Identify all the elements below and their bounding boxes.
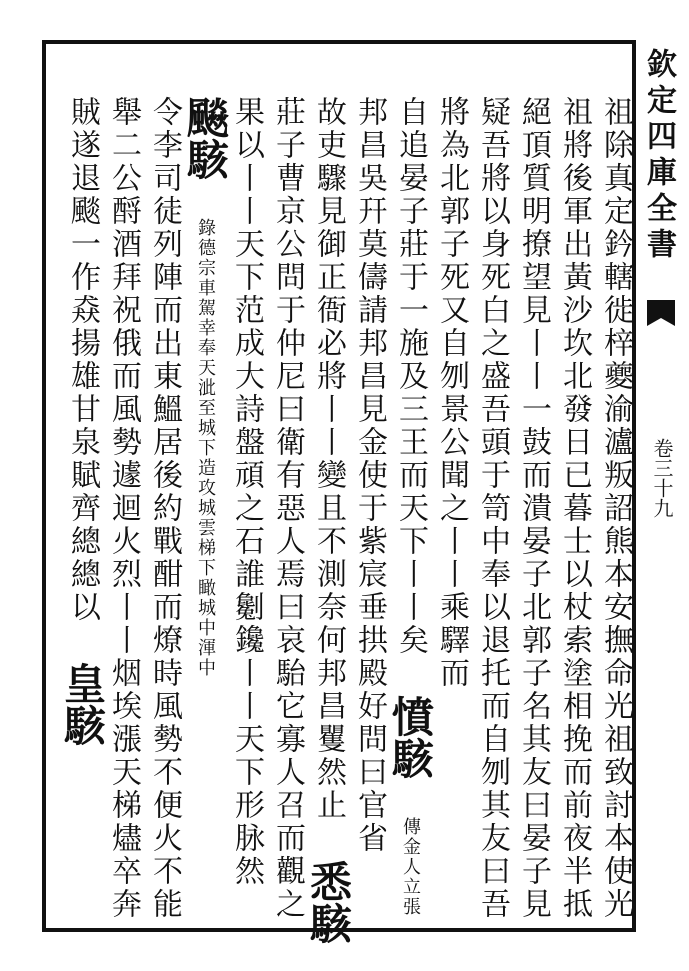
fishtail-mark-icon [647,300,675,318]
column-8-main: 故吏驟見御正衙必將丨丨變且不測奈何邦昌矍然止 [311,96,346,822]
page-margin [640,48,680,928]
headword-huanghai: 皇駭 [58,662,107,746]
column-6-note: 傳金人立張 [400,817,421,917]
text-column-8 [305,96,351,966]
text-column-6 [387,96,433,966]
text-column-5: 將為北郭子死又自刎景公聞之丨丨乘驛而 [434,96,469,690]
text-column-4: 疑吾將以身死白之盛吾頭于笥中奉以退托而自刎其友曰吾 [475,96,510,921]
text-column-14 [59,96,105,966]
text-frame [42,40,636,944]
column-6-main: 自追晏子莊于一施及三王而天下丨丨矣 [393,96,428,657]
text-column-10: 果以丨丨天下范成大詩盤頑之石誰劖鑱丨丨天下形脉然 [229,96,264,888]
text-column-2: 祖將後軍出黃沙坎北發日已暮士以杖索塗相挽而前夜半抵 [557,96,592,921]
column-11-note: 錄德宗車駕幸奉天泚至城下造攻城雲梯下瞰城中渾中 [195,218,216,678]
text-column-3: 絕頂質明撩望見丨丨一鼓而潰晏子北郭子名其友曰晏子見 [516,96,551,921]
column-14-main: 賊遂退颷一作猋揚雄甘泉賦齊總總以 [65,96,100,624]
text-column-13: 舉二公酹酒拜祝俄而風勢遽迴火烈丨丨烟埃漲天梯燼卒奔 [106,96,141,921]
headword-fenhai: 憤駭 [386,695,435,779]
headword-biaohai: 飈駭 [181,96,230,180]
text-column-7: 邦昌吳幵莫儔請邦昌見金使于紫宸垂拱殿好問曰官省 [352,96,387,855]
headword-ehai: 悉駭 [304,860,353,944]
volume-label: 卷三十九 [650,438,674,518]
book-title: 欽定四庫全書 [641,48,676,264]
text-column-9: 莊子曹京公問于仲尼曰衛有惡人焉曰哀駘它寡人召而觀之 [270,96,305,921]
text-column-12: 令李司徒列陣而出東鰮居後約戰酣而燎時風勢不便火不能 [147,96,182,921]
text-column-1: 祖除真定鈐轄徙梓夔渝瀘叛詔熊本安撫命光祖致討本使光 [598,96,633,921]
text-column-11 [182,96,228,966]
